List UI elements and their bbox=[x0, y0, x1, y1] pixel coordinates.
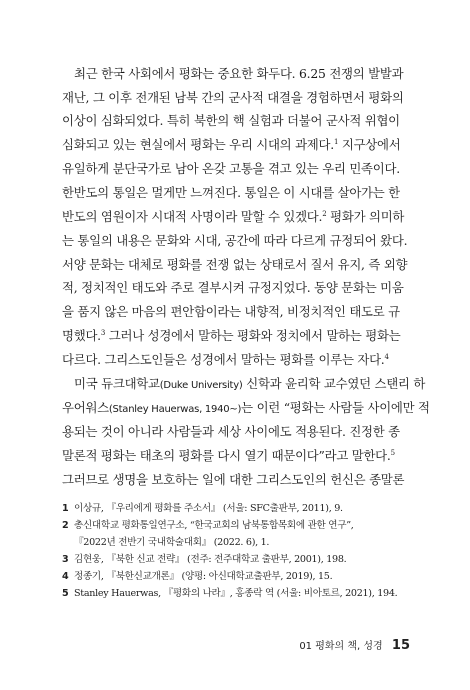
body-line: 미국 듀크대학교(Duke University) 신학과 윤리학 교수였던 스탠리 하 bbox=[74, 376, 426, 391]
footnote-ref[interactable]: 5 bbox=[390, 448, 395, 457]
body-line: 적, 정치적인 태도와 주로 결부시켜 규정지었다. 동양 문화는 미움 bbox=[62, 280, 404, 295]
body-line: 그러므로 생명을 보호하는 일에 대한 그리스도인의 헌신은 종말론 bbox=[62, 472, 405, 487]
body-line: 최근 한국 사회에서 평화는 중요한 화두다. 6.25 전쟁의 발발과 bbox=[74, 66, 404, 81]
footnote-ref[interactable]: 4 bbox=[384, 352, 389, 361]
footnote-continuation: 『2022년 전반기 국내학술대회』 (2022. 6), 1. bbox=[74, 537, 270, 548]
body-line: 말론적 평화는 태초의 평화를 다시 열기 때문이다”라고 말한다.$^5$ bbox=[62, 448, 395, 463]
body-line: 유일하게 분단국가로 남아 온갖 고통을 겪고 있는 우리 민족이다. bbox=[62, 161, 400, 176]
body-line: 다르다. 그리스도인들은 성경에서 말하는 평화를 이루는 자다.$^4$ bbox=[62, 352, 389, 367]
body-line: 심화되고 있는 현실에서 평화는 우리 시대의 과제다.$^1$ 지구상에서 bbox=[62, 137, 401, 152]
body-line: 을 품지 않은 마음의 편안함이라는 내향적, 비정치적인 태도로 규 bbox=[62, 304, 400, 319]
body-line: 한반도의 통일은 멀게만 느껴진다. 통일은 이 시대를 살아가는 한 bbox=[62, 185, 400, 200]
footnote: 4 정종기, 『북한신교개론』 (양평: 아신대학교출판부, 2019), 15. bbox=[62, 571, 333, 582]
footnote-ref[interactable]: 2 bbox=[322, 209, 327, 218]
body-line: 반도의 염원이자 시대적 사명이라 말할 수 있겠다.$^2$ 평화가 의미하 bbox=[62, 209, 405, 224]
page-number: 15 bbox=[391, 638, 410, 653]
footnote-ref[interactable]: 3 bbox=[100, 328, 106, 337]
body-line: 이상이 심화되었다. 특히 북한의 핵 실험과 더불어 군사적 위협이 bbox=[62, 113, 400, 128]
body-line: 재난, 그 이후 전개된 남북 간의 군사적 대결을 경험하면서 평화의 bbox=[62, 90, 404, 105]
footnote: 3 김현웅, 『북한 신교 전략』 (전주: 전주대학교 출판부, 2001), 198. bbox=[62, 554, 347, 565]
footnote-ref[interactable]: 1 bbox=[333, 137, 339, 146]
body-line: 명했다.$^3$ 그러나 성경에서 말하는 평화와 정치에서 말하는 평화는 bbox=[62, 328, 401, 343]
running-head-section: 01 평화의 책, 성경 bbox=[299, 641, 383, 652]
body-line: 서양 문화는 대체로 평화를 전쟁 없는 상태로서 질서 유지, 즉 외향 bbox=[62, 257, 408, 272]
running-footer bbox=[299, 637, 410, 653]
footnote: 5 Stanley Hauerwas, 『평화의 나라』, 홍종락 역 (서울: 비아토르, 2021), 194. bbox=[62, 588, 398, 599]
body-line: 는 통일의 내용은 문화와 시대, 공간에 따라 다르게 규정되어 왔다. bbox=[62, 233, 408, 248]
body-line: 용되는 것이 아니라 사람들과 세상 사이에도 적용된다. 진정한 종 bbox=[62, 424, 400, 439]
body-line: 우어워스(Stanley Hauerwas, 1940~)는 이런 “평화는 사람들 사이에만 적 bbox=[62, 400, 430, 415]
footnote: 2 총신대학교 평화통일연구소, “한국교회의 남북통합목회에 관한 연구”, bbox=[62, 520, 354, 531]
footnote: 1 이상규, 『우리에게 평화를 주소서』 (서울: SFC출판부, 2011), 9. bbox=[62, 503, 343, 514]
